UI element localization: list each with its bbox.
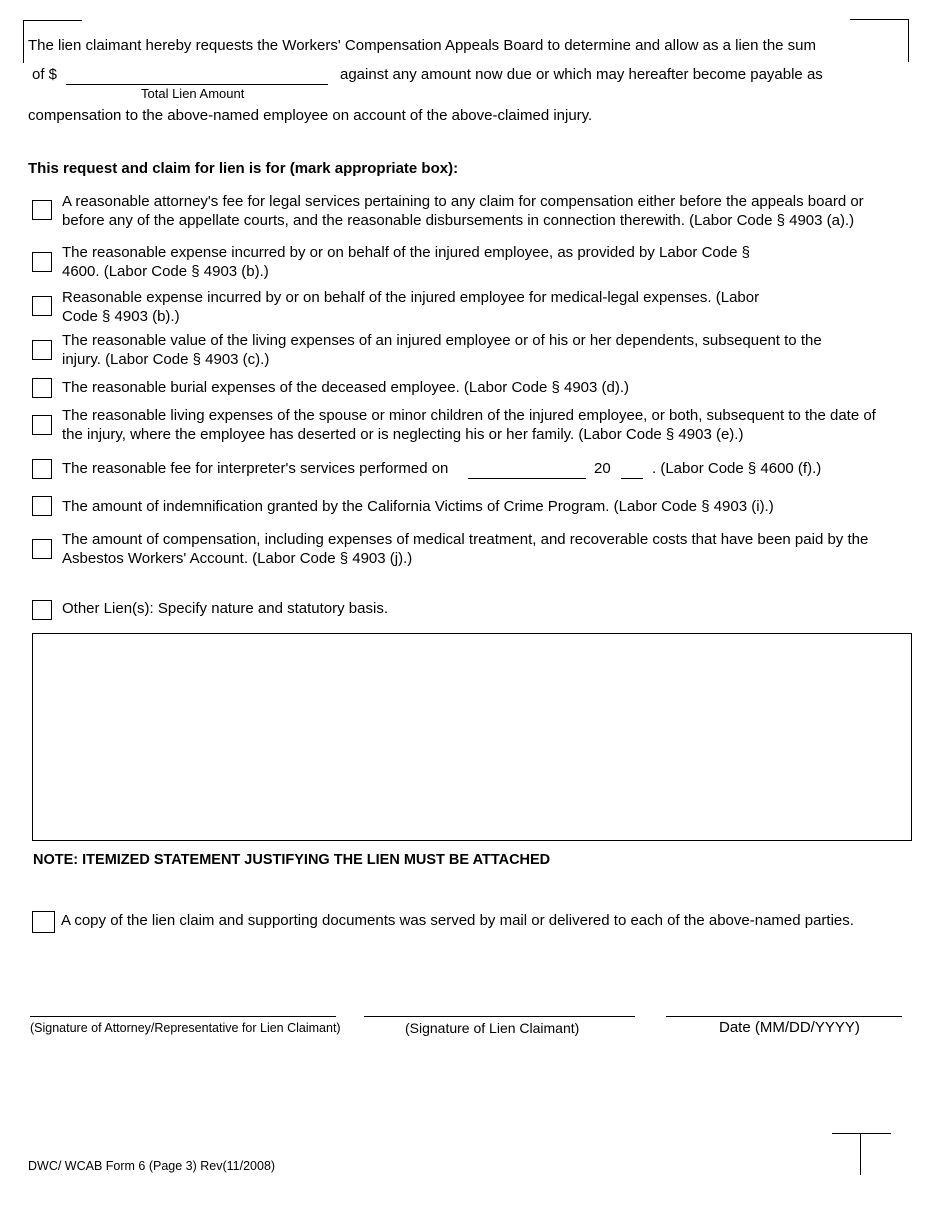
option-medical-legal bbox=[62, 288, 759, 326]
attorney-signature-line[interactable] bbox=[30, 1016, 336, 1017]
corner-mark-top-right bbox=[850, 19, 909, 62]
checkbox-other-liens[interactable] bbox=[32, 600, 52, 620]
total-lien-amount-input[interactable] bbox=[66, 68, 328, 85]
checkbox-burial-expenses[interactable] bbox=[32, 378, 52, 398]
option-line: Reasonable expense incurred by or on behalf of the injured employee for medical-legal expenses. (Labor bbox=[62, 289, 760, 306]
interpreter-year-input[interactable] bbox=[621, 462, 643, 479]
checkbox-asbestos-workers[interactable] bbox=[32, 539, 52, 559]
option-line: injury. (Labor Code § 4903 (c).) bbox=[62, 351, 270, 368]
date-line[interactable] bbox=[666, 1016, 902, 1017]
option-line: Code § 4903 (b).) bbox=[62, 308, 180, 325]
option-burial-expenses: The reasonable burial expenses of the deceased employee. (Labor Code § 4903 (d).) bbox=[62, 379, 630, 396]
claimant-signature-caption: (Signature of Lien Claimant) bbox=[405, 1020, 580, 1036]
other-liens-textarea[interactable] bbox=[33, 634, 911, 840]
other-liens-label: Other Lien(s): Specify nature and statutory basis. bbox=[62, 600, 388, 617]
service-statement: A copy of the lien claim and supporting documents was served by mail or delivered to each of the above-named parties. bbox=[61, 912, 854, 929]
option-line: the injury, where the employee has deserted or is neglecting his or her family. (Labor Code § 4903 (e).) bbox=[62, 426, 744, 443]
itemized-statement-note: NOTE: ITEMIZED STATEMENT JUSTIFYING THE LIEN MUST BE ATTACHED bbox=[33, 852, 551, 868]
option-line: The reasonable living expenses of the spouse or minor children of the injured employee, or both, subsequent to the date of bbox=[62, 407, 876, 424]
option-line: 4600. (Labor Code § 4903 (b).) bbox=[62, 263, 269, 280]
checkbox-spouse-children-expenses[interactable] bbox=[32, 415, 52, 435]
option-asbestos-workers bbox=[62, 530, 868, 568]
option-line: The amount of compensation, including expenses of medical treatment, and recoverable costs that have been paid by the bbox=[62, 531, 869, 548]
date-caption: Date (MM/DD/YYYY) bbox=[719, 1019, 860, 1036]
intro-line-1: The lien claimant hereby requests the Workers' Compensation Appeals Board to determine and allow as a lien the sum bbox=[28, 37, 817, 54]
interpreter-year-prefix: 20 bbox=[594, 460, 611, 477]
form-footer: DWC/ WCAB Form 6 (Page 3) Rev(11/2008) bbox=[28, 1159, 276, 1173]
checkbox-interpreter-fee[interactable] bbox=[32, 459, 52, 479]
intro-line-2: against any amount now due or which may hereafter become payable as bbox=[340, 66, 823, 83]
checkbox-medical-legal[interactable] bbox=[32, 296, 52, 316]
other-liens-box bbox=[32, 633, 912, 841]
attorney-signature-caption: (Signature of Attorney/Representative for Lien Claimant) bbox=[30, 1021, 341, 1035]
total-lien-amount-caption: Total Lien Amount bbox=[141, 86, 245, 101]
interpreter-date-input[interactable] bbox=[468, 462, 586, 479]
option-line: The reasonable expense incurred by or on behalf of the injured employee, as provided by Labor Code § bbox=[62, 244, 750, 261]
corner-mark-bottom-right-horizontal bbox=[832, 1133, 891, 1134]
option-line: Asbestos Workers' Account. (Labor Code § 4903 (j).) bbox=[62, 550, 413, 567]
option-line: before any of the appellate courts, and the reasonable disbursements in connection therewith. (Labor Code § 4903 (a).) bbox=[62, 212, 855, 229]
interpreter-suffix: . (Labor Code § 4600 (f).) bbox=[652, 460, 822, 477]
corner-mark-bottom-right-vertical bbox=[860, 1133, 861, 1175]
option-attorney-fee bbox=[62, 192, 864, 230]
claimant-signature-line[interactable] bbox=[364, 1016, 635, 1017]
intro-line-3: compensation to the above-named employee on account of the above-claimed injury. bbox=[28, 107, 593, 124]
option-employee-expense bbox=[62, 243, 750, 281]
interpreter-prefix: The reasonable fee for interpreter's services performed on bbox=[62, 460, 449, 477]
section-heading: This request and claim for lien is for (mark appropriate box): bbox=[28, 160, 459, 177]
checkbox-employee-expense[interactable] bbox=[32, 252, 52, 272]
checkbox-victims-of-crime[interactable] bbox=[32, 496, 52, 516]
option-victims-of-crime: The amount of indemnification granted by the California Victims of Crime Program. (Labor Code § 4903 (i).) bbox=[62, 498, 774, 515]
option-spouse-children-expenses bbox=[62, 406, 876, 444]
amount-of-label: of $ bbox=[32, 66, 58, 83]
option-living-expenses bbox=[62, 331, 822, 369]
checkbox-attorney-fee[interactable] bbox=[32, 200, 52, 220]
option-line: A reasonable attorney's fee for legal services pertaining to any claim for compensation either before the appeals board or bbox=[62, 193, 864, 210]
checkbox-service-copy[interactable] bbox=[32, 911, 55, 933]
option-line: The reasonable value of the living expenses of an injured employee or of his or her dependents, subsequent to the bbox=[62, 332, 822, 349]
checkbox-living-expenses[interactable] bbox=[32, 340, 52, 360]
